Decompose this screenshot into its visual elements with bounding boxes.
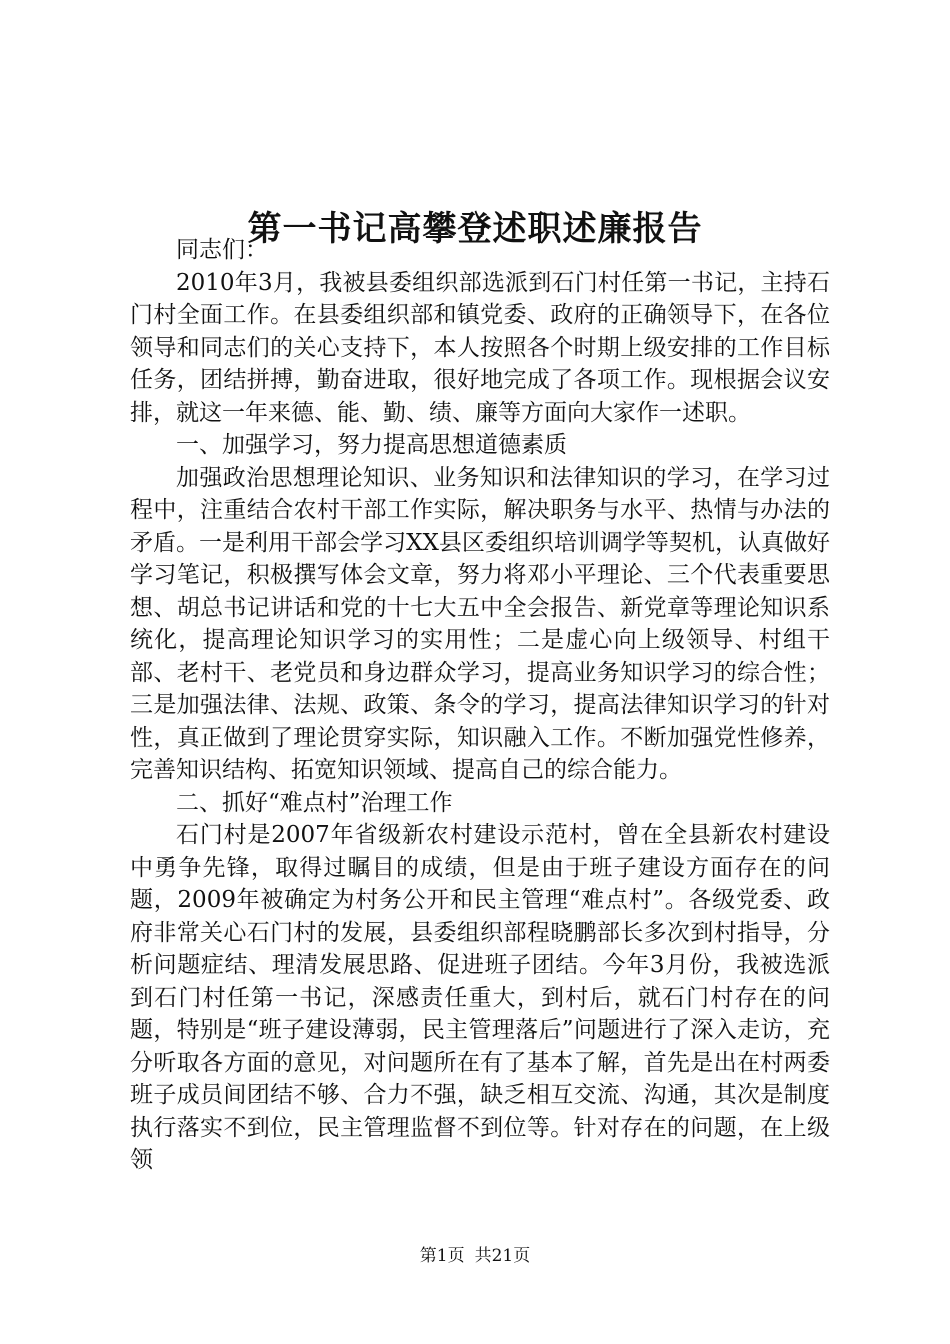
page-number: 第1页	[419, 1246, 465, 1266]
page-total: 共21页	[474, 1246, 531, 1266]
paragraph-study: 加强政治思想理论知识、业务知识和法律知识的学习，在学习过程中，注重结合农村干部工作实际，解决职务与水平、热情与办法的矛盾。一是利用干部会学习XX县区委组织培训调学等契机，认真做好学习笔记，积极撰写体会文章，努力将邓小平理论、三个代表重要思想、胡总书记讲话和党的十七大五中全会报告、新党章等理论知识系统化，提高理论知识学习的实用性；二是虚心向上级领导、村组干部、老村干、老党员和身边群众学习，提高业务知识学习的综合性；三是加强法律、法规、政策、条令的学习，提高法律知识学习的针对性，真正做到了理论贯穿实际，知识融入工作。不断加强党性修养，完善知识结构、拓宽知识领域、提高自己的综合能力。	[130, 464, 830, 783]
paragraph-village: 石门村是2007年省级新农村建设示范村，曾在全县新农村建设中勇争先锋，取得过瞩目的成绩，但是由于班子建设方面存在的问题，2009年被确定为村务公开和民主管理“难点村”。各级党委、政府非常关心石门村的发展，县委组织部程晓鹏部长多次到村指导，分析问题症结、理清发展思路、促进班子团结。今年3月份，我被选派到石门村任第一书记，深感责任重大，到村后，就石门村存在的问题，特别是“班子建设薄弱，民主管理落后”问题进行了深入走访，充分听取各方面的意见，对问题所在有了基本了解，首先是出在村两委班子成员间团结不够、合力不强，缺乏相互交流、沟通，其次是制度执行落实不到位，民主管理监督不到位等。针对存在的问题，在上级领	[130, 822, 830, 1173]
page-footer	[0, 1244, 950, 1268]
salutation: 同志们：	[176, 237, 268, 263]
section-heading-1: 一、加强学习，努力提高思想道德素质	[176, 432, 567, 458]
document-body	[130, 234, 830, 1177]
paragraph-intro: 2010年3月，我被县委组织部选派到石门村任第一书记，主持石门村全面工作。在县委组织部和镇党委、政府的正确领导下，在各位领导和同志们的关心支持下，本人按照各个时期上级安排的工作目标任务，团结拼搏，勤奋进取，很好地完成了各项工作。现根据会议安排，就这一年来德、能、勤、绩、廉等方面向大家作一述职。	[130, 269, 830, 426]
section-heading-2: 二、抓好“难点村”治理工作	[176, 789, 453, 816]
document-title: 第一书记高攀登述职述廉报告	[247, 208, 703, 249]
